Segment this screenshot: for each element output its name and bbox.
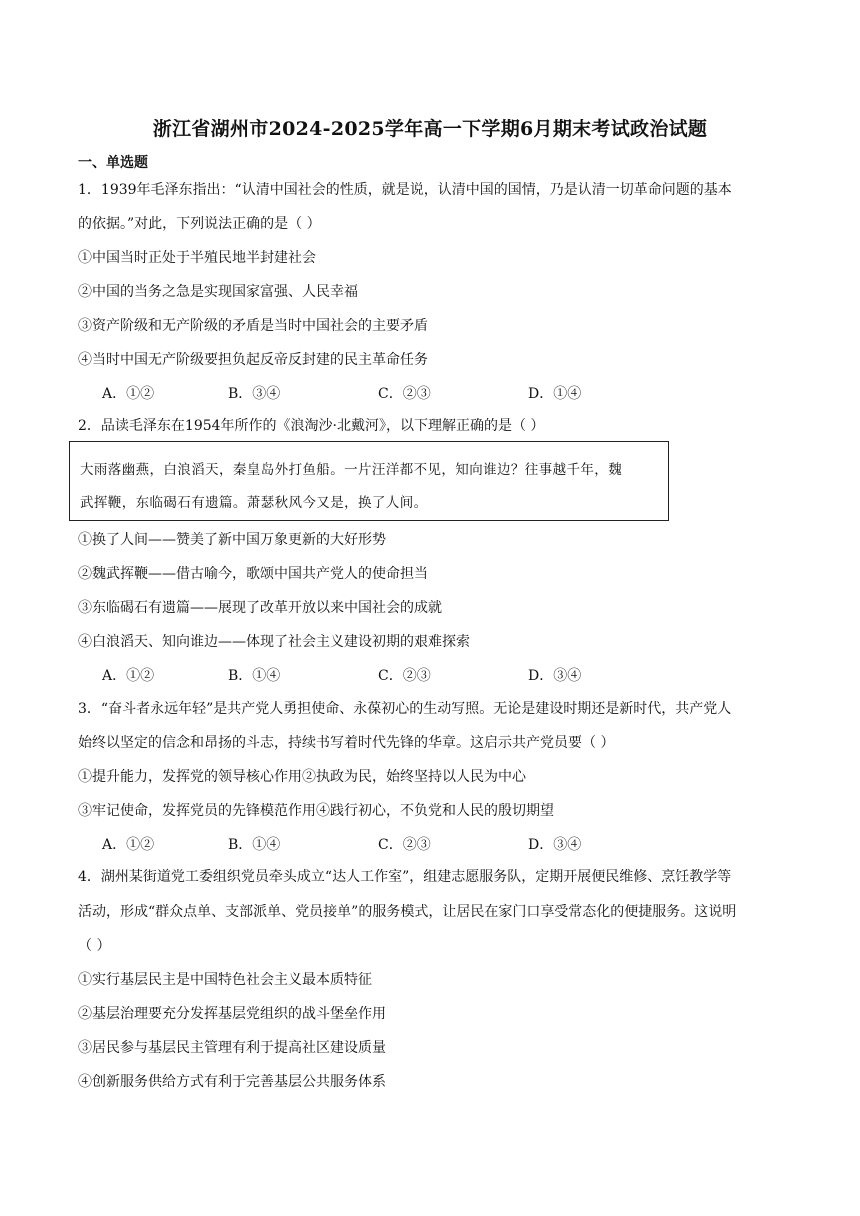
q1-statement-1: ①中国当时正处于半殖民地半封建社会	[78, 250, 316, 266]
q4-statement-3: ③居民参与基层民主管理有利于提高社区建设质量	[78, 1040, 386, 1056]
q3-stem-line-2: 始终以坚定的信念和昂扬的斗志，持续书写着时代先锋的华章。这启示共产党员要（ ）	[78, 735, 615, 751]
q2-statement-4: ④白浪滔天、知向谁边——体现了社会主义建设初期的艰难探索	[78, 634, 470, 650]
poem-line-1: 大雨落幽燕，白浪滔天，秦皇岛外打鱼船。一片汪洋都不见，知向谁边？往事越千年，魏	[80, 462, 623, 478]
q1-option-a[interactable]: A．①②	[102, 386, 155, 402]
q2-option-d[interactable]: D．③④	[528, 668, 582, 684]
q3-option-c[interactable]: C．②③	[378, 837, 431, 853]
q3-option-a[interactable]: A．①②	[102, 837, 155, 853]
q1-option-b[interactable]: B．③④	[228, 386, 281, 402]
q1-stem-line-2: 的依据。”对此，下列说法正确的是（ ）	[78, 216, 321, 232]
q4-stem-line-3: （ ）	[78, 938, 111, 954]
q2-option-b[interactable]: B．①④	[228, 668, 281, 684]
poem-box	[69, 441, 669, 521]
q4-statement-4: ④创新服务供给方式有利于完善基层公共服务体系	[78, 1074, 386, 1090]
q3-stem-line-1: 3．“奋斗者永远年轻”是共产党人勇担使命、永葆初心的生动写照。无论是建设时期还是新时代，共产党人	[78, 701, 732, 717]
q2-statement-1: ①换了人间——赞美了新中国万象更新的大好形势	[78, 532, 386, 548]
q3-statements-1-2: ①提升能力，发挥党的领导核心作用②执政为民，始终坚持以人民为中心	[78, 769, 526, 785]
q3-option-b[interactable]: B．①④	[228, 837, 281, 853]
q1-option-d[interactable]: D．①④	[528, 386, 582, 402]
q1-statement-3: ③资产阶级和无产阶级的矛盾是当时中国社会的主要矛盾	[78, 318, 428, 334]
q2-statement-3: ③东临碣石有遗篇——展现了改革开放以来中国社会的成就	[78, 600, 442, 616]
q1-option-c[interactable]: C．②③	[378, 386, 431, 402]
q1-statement-4: ④当时中国无产阶级要担负起反帝反封建的民主革命任务	[78, 352, 428, 368]
q2-statement-2: ②魏武挥鞭——借古喻今，歌颂中国共产党人的使命担当	[78, 566, 428, 582]
q3-option-d[interactable]: D．③④	[528, 837, 582, 853]
q3-statements-3-4: ③牢记使命，发挥党员的先锋模范作用④践行初心，不负党和人民的殷切期望	[78, 803, 554, 819]
q4-statement-2: ②基层治理要充分发挥基层党组织的战斗堡垒作用	[78, 1006, 386, 1022]
poem-line-2: 武挥鞭，东临碣石有遗篇。萧瑟秋风今又是，换了人间。	[80, 495, 428, 511]
q2-option-a[interactable]: A．①②	[102, 668, 155, 684]
exam-title: 浙江省湖州市2024-2025学年高一下学期6月期末考试政治试题	[152, 118, 708, 140]
q1-stem-line-1: 1．1939年毛泽东指出：“认清中国社会的性质，就是说，认清中国的国情，乃是认清一切革命问题的基本	[78, 182, 732, 198]
q2-option-c[interactable]: C．②③	[378, 668, 431, 684]
q1-statement-2: ②中国的当务之急是实现国家富强、人民幸福	[78, 284, 358, 300]
q4-statement-1: ①实行基层民主是中国特色社会主义最本质特征	[78, 972, 372, 988]
section-heading: 一、单选题	[78, 155, 148, 171]
q2-stem-line-1: 2．品读毛泽东在1954年所作的《浪淘沙·北戴河》，以下理解正确的是（ ）	[78, 418, 545, 434]
q4-stem-line-2: 活动，形成“群众点单、支部派单、党员接单”的服务模式，让居民在家门口享受常态化的便捷服务。这说明	[78, 904, 737, 920]
q4-stem-line-1: 4．湖州某街道党工委组织党员牵头成立“达人工作室”，组建志愿服务队，定期开展便民维修、烹饪教学等	[78, 869, 732, 885]
